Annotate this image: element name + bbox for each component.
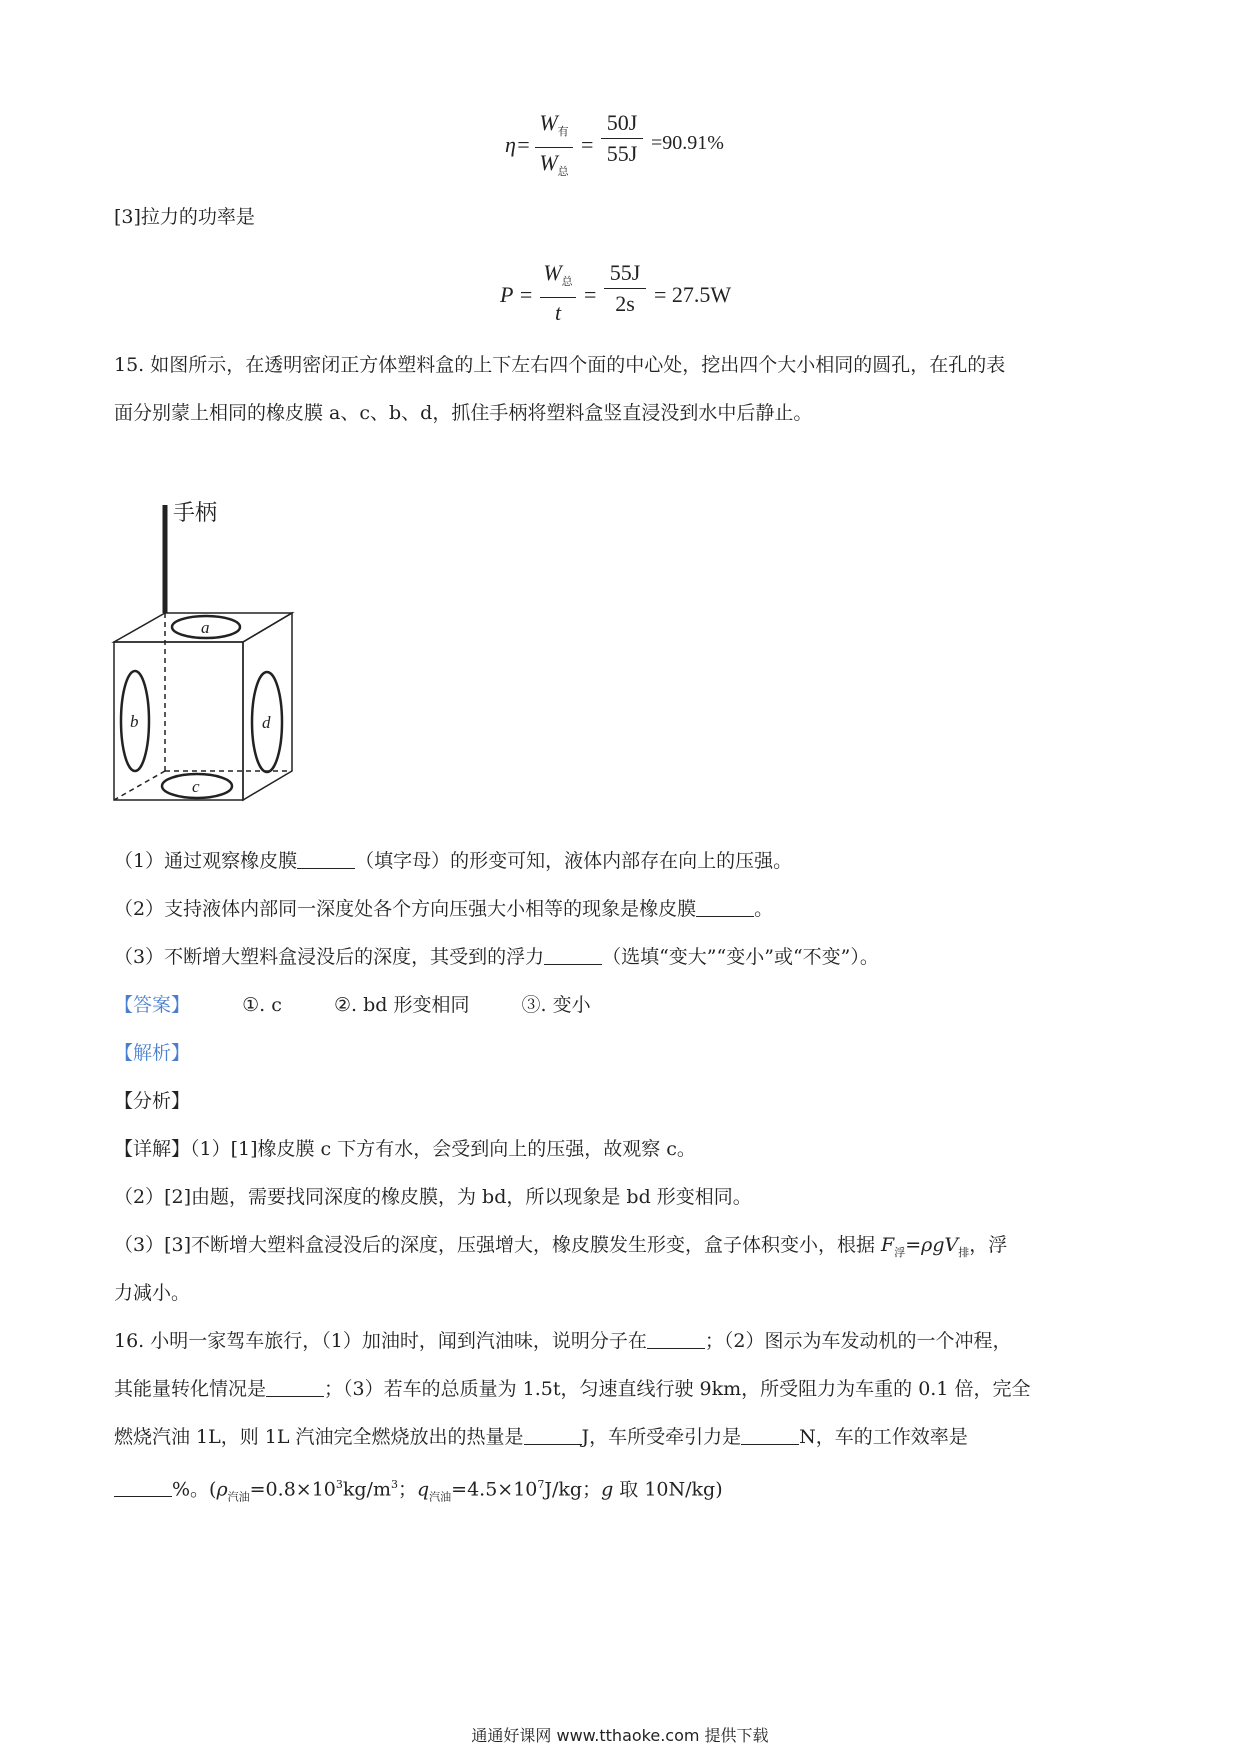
- work-useful: W: [539, 110, 558, 135]
- work-useful-sub: 有: [557, 126, 569, 138]
- rho-sub: 汽油: [227, 1490, 250, 1504]
- rho-unit-exponent: 3: [390, 1478, 398, 1491]
- q15-sub1-blank: [297, 850, 355, 869]
- q16-l3-pre: 燃烧汽油 1L，则 1L 汽油完全燃烧放出的热量是: [114, 1426, 524, 1448]
- q15-sub2-pre: （2）支持液体内部同一深度处各个方向压强大小相等的现象是橡皮膜: [114, 898, 697, 920]
- efficiency-result: =90.91%: [651, 132, 724, 154]
- g-text: 取 10N/kg): [613, 1478, 723, 1501]
- q16-l2-pre: 其能量转化情况是: [114, 1378, 267, 1400]
- q-unit: J/kg；: [544, 1478, 602, 1501]
- sep-1: ；: [397, 1478, 417, 1501]
- q15-detail-2: （2）[2]由题，需要找同深度的橡皮膜，为 bd，所以现象是 bd 形变相同。: [114, 1186, 752, 1208]
- power-numerator: 55J: [609, 260, 641, 285]
- work-fraction: [535, 110, 573, 185]
- handle-label: 手柄: [173, 501, 218, 526]
- q15-sub3-pre: （3）不断增大塑料盒浸没后的深度，其受到的浮力: [114, 946, 545, 968]
- q16-blank-5: [114, 1478, 172, 1497]
- q15-sub1: [114, 848, 792, 874]
- q15-stem-line2: 面分别蒙上相同的橡皮膜 a、c、b、d，抓住手柄将塑料盒竖直浸没到水中后静止。: [114, 402, 813, 424]
- page-footer: 通通好课网 www.tthaoke.com 提供下载: [471, 1726, 769, 1745]
- q15-detail-3-line2: 力减小。: [114, 1282, 191, 1304]
- q16-line3: [114, 1424, 968, 1450]
- q15-sub2: [114, 896, 773, 922]
- formula-rhogv: =ρgV: [905, 1234, 959, 1256]
- cube-diagram: [105, 495, 425, 825]
- power-work-sub: 总: [561, 276, 573, 288]
- fenxi-tag: 【分析】: [114, 1090, 191, 1112]
- work-total: W: [539, 150, 558, 175]
- power-time: t: [554, 300, 562, 325]
- q16-blank-3: [524, 1426, 582, 1445]
- q16-line1: [114, 1328, 1011, 1354]
- analysis-tag: 【解析】: [114, 1042, 191, 1064]
- power-work: W: [543, 260, 562, 285]
- label-d: d: [262, 713, 271, 732]
- detail-tag: 【详解】: [114, 1138, 191, 1160]
- cube-figure: [105, 495, 425, 825]
- power-value-fraction: [604, 260, 646, 317]
- q15-answer: [114, 992, 591, 1018]
- q16-l3-mid1: J，车所受牵引力是: [581, 1426, 742, 1448]
- q-sub: 汽油: [429, 1490, 452, 1504]
- answer-3: ③. 变小: [521, 994, 591, 1016]
- q-value: =4.5×10: [451, 1478, 538, 1501]
- rho-exponent: 3: [335, 1478, 343, 1491]
- denominator-value: 55J: [606, 141, 638, 166]
- q-symbol: q: [416, 1478, 430, 1501]
- q16-l1-pre: 16. 小明一家驾车旅行，（1）加油时，闻到汽油味，说明分子在: [114, 1330, 647, 1352]
- label-c: c: [192, 777, 200, 796]
- q15-sub2-post: 。: [754, 898, 774, 920]
- numerator-value: 50J: [606, 110, 638, 135]
- g-symbol: g: [601, 1478, 614, 1501]
- rho-value: =0.8×10: [249, 1478, 336, 1501]
- answer-2: ②. bd 形变相同: [333, 994, 470, 1016]
- q16-l1-post: ；（2）图示为车发动机的一个冲程，: [704, 1330, 1012, 1352]
- q15-sub2-blank: [696, 898, 754, 917]
- q-exponent: 7: [537, 1478, 545, 1491]
- detail-3-post: ，浮: [969, 1234, 1008, 1256]
- label-a: a: [201, 618, 210, 637]
- q15-sub3-blank: [544, 946, 602, 965]
- rho-symbol: ρ: [216, 1478, 228, 1501]
- formula-F: F: [881, 1234, 895, 1256]
- formula-sub-fu: 浮: [894, 1246, 906, 1259]
- power-fraction: [540, 260, 576, 326]
- power-result: = 27.5W: [654, 282, 732, 307]
- hidden-edge-depth: [114, 771, 165, 800]
- q15-detail-3: [114, 1232, 1007, 1266]
- label-b: b: [130, 712, 139, 731]
- q16-l3-mid2: N，车的工作效率是: [799, 1426, 968, 1448]
- q16-blank-1: [647, 1330, 705, 1349]
- power-denominator: 2s: [615, 291, 635, 316]
- power-equals: =: [584, 282, 597, 307]
- q16-line4: [114, 1472, 723, 1510]
- eta-symbol: η=: [505, 132, 531, 157]
- q16-line2: [114, 1376, 1030, 1402]
- q15-detail-1: [114, 1136, 696, 1162]
- power-symbol: P =: [500, 282, 534, 307]
- value-fraction: [601, 110, 643, 167]
- detail-3-pre: （3）[3]不断增大塑料盒浸没后的深度，压强增大，橡皮膜发生形变，盒子体积变小，根据: [114, 1234, 882, 1256]
- work-total-sub: 总: [557, 166, 569, 178]
- rho-unit: kg/m: [342, 1478, 391, 1501]
- q16-l2-post: ；（3）若车的总质量为 1.5t，匀速直线行驶 9km，所受阻力为车重的 0.1 倍，完全: [324, 1378, 1031, 1400]
- q16-l4-pct: %。(: [172, 1478, 217, 1501]
- formula-sub-pai: 排: [958, 1246, 970, 1259]
- detail-1-text: （1）[1]橡皮膜 c 下方有水，会受到向上的压强，故观察 c。: [190, 1138, 696, 1160]
- power-equation: [500, 260, 760, 330]
- power-intro: [3]拉力的功率是: [114, 206, 255, 228]
- efficiency-equation: [505, 110, 765, 180]
- answer-1: ①. c: [242, 994, 282, 1016]
- q15-sub3: [114, 944, 879, 970]
- q15-sub3-post: （选填“变大”“变小”或“不变”）。: [602, 946, 879, 968]
- q16-blank-2: [266, 1378, 324, 1397]
- answer-tag: 【答案】: [114, 994, 191, 1016]
- equals-sign: =: [581, 132, 594, 157]
- q15-sub1-pre: （1）通过观察橡皮膜: [114, 850, 298, 872]
- q15-stem-line1: 15. 如图所示，在透明密闭正方体塑料盒的上下左右四个面的中心处，挖出四个大小相同的圆孔，在孔的表: [114, 354, 1006, 376]
- q16-blank-4: [741, 1426, 799, 1445]
- q15-sub1-post: （填字母）的形变可知，液体内部存在向上的压强。: [355, 850, 793, 872]
